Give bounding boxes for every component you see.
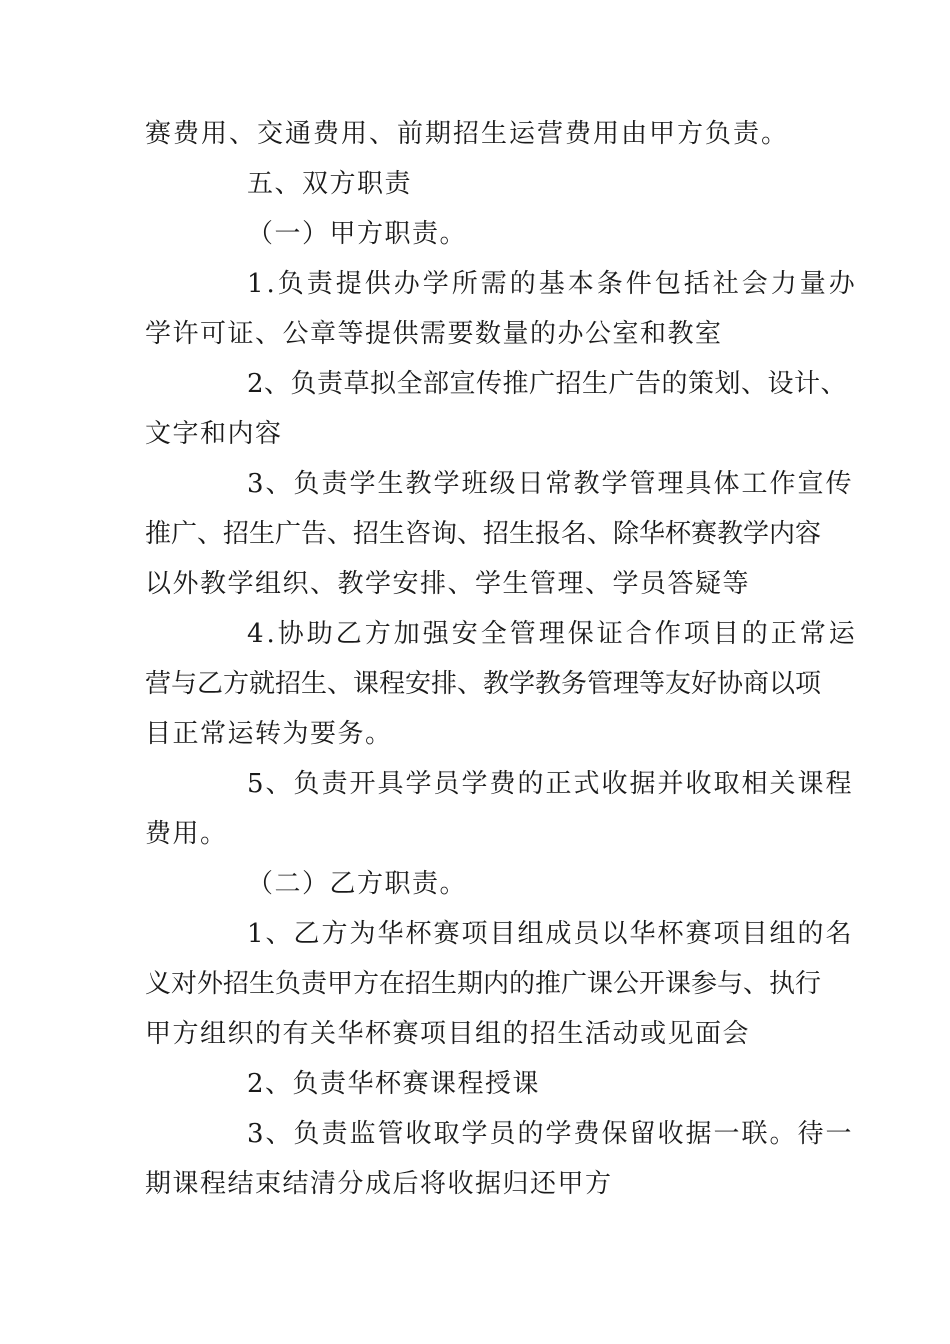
text-line: 以外教学组织、教学安排、学生管理、学员答疑等 bbox=[145, 569, 751, 599]
text-line: 甲方组织的有关华杯赛项目组的招生活动或见面会 bbox=[145, 1019, 751, 1049]
section-heading: 五、双方职责 bbox=[247, 169, 413, 199]
text-line: 2、负责华杯赛课程授课 bbox=[247, 1069, 541, 1099]
text-line: 1.负责提供办学所需的基本条件包括社会力量办 bbox=[247, 269, 858, 299]
text-line: 5、负责开具学员学费的正式收据并收取相关课程 bbox=[247, 769, 854, 799]
subsection-heading: （一）甲方职责。 bbox=[247, 219, 468, 249]
text-line: 2、负责草拟全部宣传推广招生广告的策划、设计、 bbox=[247, 369, 848, 399]
text-line: 义对外招生负责甲方在招生期内的推广课公开课参与、执行 bbox=[145, 969, 822, 999]
subsection-heading: （二）乙方职责。 bbox=[247, 869, 468, 899]
text-line: 期课程结束结清分成后将收据归还甲方 bbox=[145, 1169, 613, 1199]
text-line: 文字和内容 bbox=[145, 419, 283, 449]
text-line: 推广、招生广告、招生咨询、招生报名、除华杯赛教学内容 bbox=[145, 519, 822, 549]
text-line: 目正常运转为要务。 bbox=[145, 719, 393, 749]
text-line: 学许可证、公章等提供需要数量的办公室和教室 bbox=[145, 319, 723, 349]
text-line: 3、负责学生教学班级日常教学管理具体工作宣传 bbox=[247, 469, 854, 499]
text-line: 赛费用、交通费用、前期招生运营费用由甲方负责。 bbox=[145, 119, 790, 149]
text-line: 营与乙方就招生、课程安排、教学教务管理等友好协商以项 bbox=[145, 669, 822, 699]
text-line: 1、乙方为华杯赛项目组成员以华杯赛项目组的名 bbox=[247, 919, 854, 949]
text-line: 费用。 bbox=[145, 819, 228, 849]
text-line: 4.协助乙方加强安全管理保证合作项目的正常运 bbox=[247, 619, 858, 649]
text-line: 3、负责监管收取学员的学费保留收据一联。待一 bbox=[247, 1119, 854, 1149]
